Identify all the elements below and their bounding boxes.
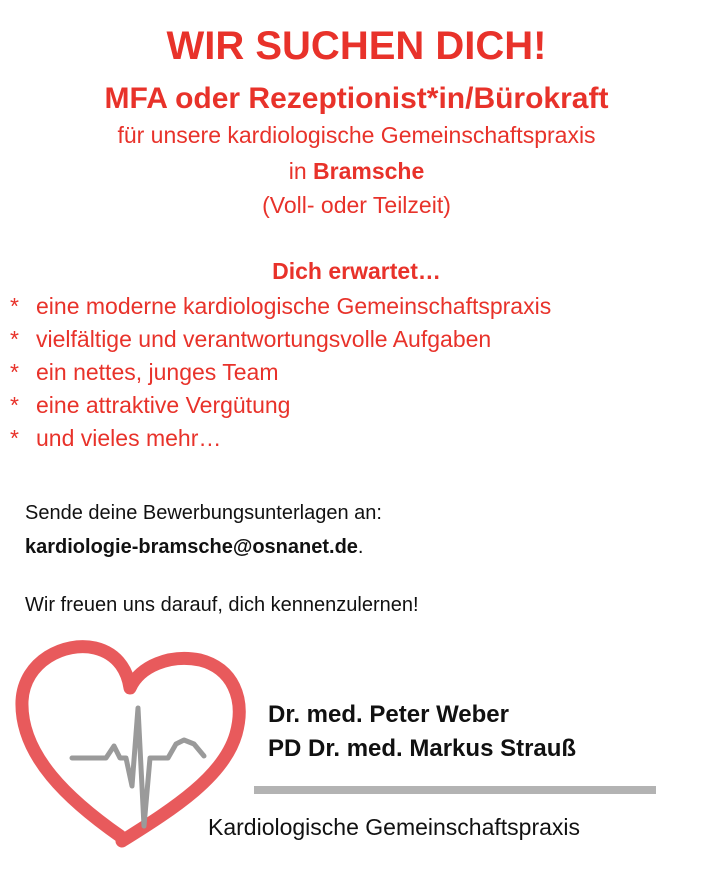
email-address[interactable]: kardiologie-bramsche@osnanet.de: [25, 536, 358, 558]
location-line: [0, 156, 713, 186]
bullet-star: *: [10, 392, 19, 418]
practice-description: für unsere kardiologische Gemeinschaftspraxis: [117, 122, 596, 148]
employment-type: (Voll- oder Teilzeit): [262, 192, 451, 218]
benefit-text: und vieles mehr…: [36, 425, 222, 451]
benefit-item: [10, 356, 551, 389]
application-email: [25, 534, 363, 560]
divider: [254, 786, 656, 794]
application-label: Sende deine Bewerbungsunterlagen an:: [25, 502, 382, 524]
email-suffix: .: [357, 536, 364, 558]
greeting-text: Wir freuen uns darauf, dich kennenzulernen!: [25, 594, 419, 616]
benefit-item: [10, 389, 551, 422]
bullet-star: *: [10, 359, 19, 385]
bullet-star: *: [10, 326, 19, 352]
headline: WIR SUCHEN DICH!: [166, 24, 547, 68]
benefit-text: eine attraktive Vergütung: [36, 392, 291, 418]
bullet-star: *: [10, 425, 19, 451]
benefits-list: [10, 290, 551, 455]
heart-outline: [22, 647, 239, 841]
location-name: Bramsche: [313, 158, 425, 184]
location-prefix: in: [288, 158, 307, 184]
benefits-heading: Dich erwartet…: [272, 258, 441, 284]
benefit-text: eine moderne kardiologische Gemeinschaftspraxis: [36, 293, 552, 319]
benefit-item: [10, 290, 551, 323]
doctor-name: Dr. med. Peter Weber: [268, 701, 509, 728]
bullet-star: *: [10, 293, 19, 319]
benefit-item: [10, 422, 551, 455]
doctor-name: PD Dr. med. Markus Strauß: [268, 735, 577, 762]
practice-name: Kardiologische Gemeinschaftspraxis: [208, 814, 581, 840]
job-position: MFA oder Rezeptionist*in/Bürokraft: [104, 82, 609, 115]
benefit-text: ein nettes, junges Team: [36, 359, 279, 385]
benefit-item: [10, 323, 551, 356]
benefit-text: vielfältige und verantwortungsvolle Aufgaben: [36, 326, 492, 352]
